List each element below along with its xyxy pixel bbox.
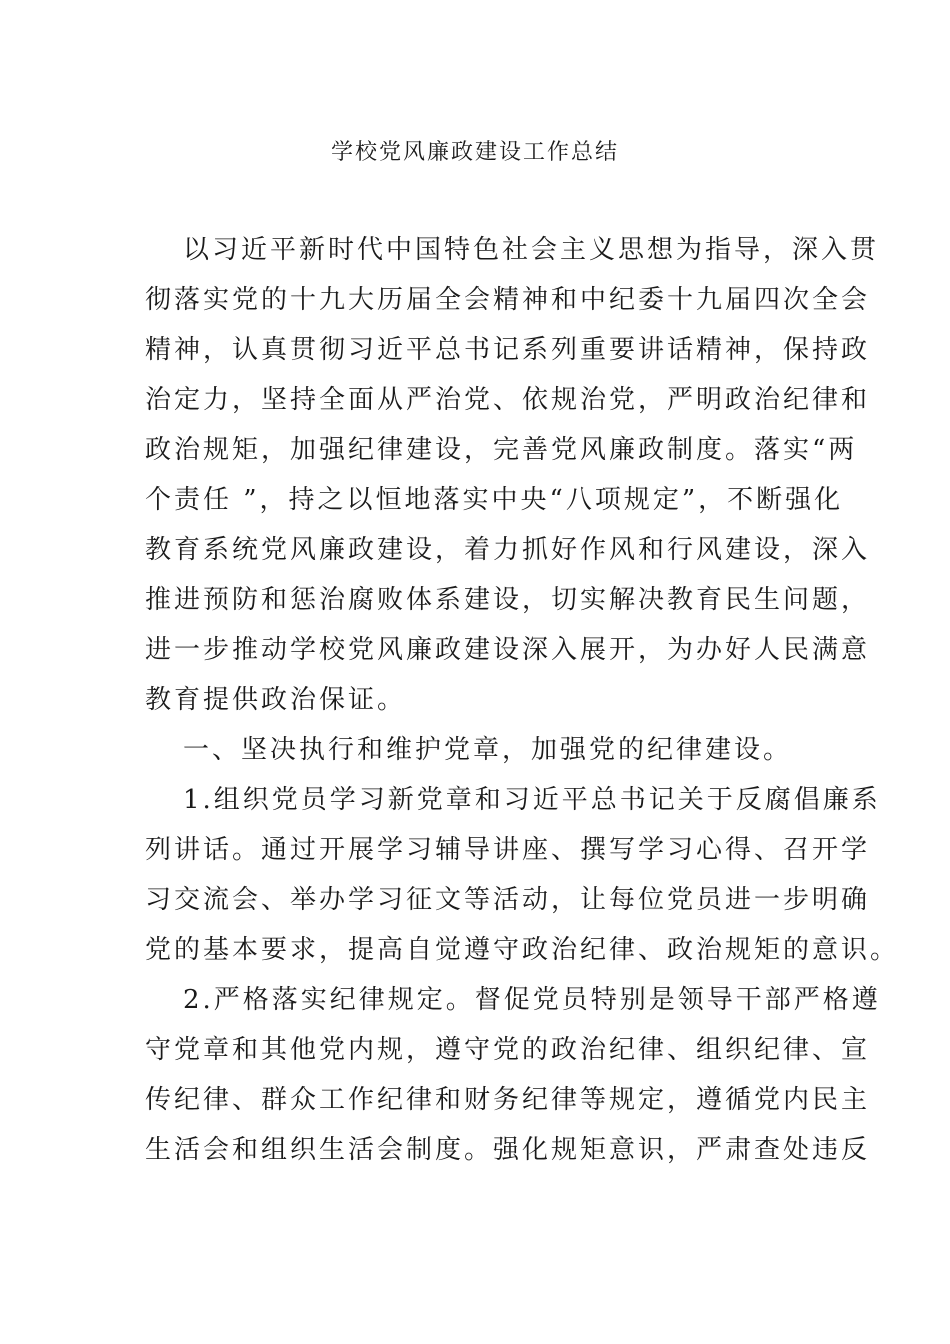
- paragraph-line: 教育提供政治保证。: [145, 685, 407, 715]
- paragraph-line: 2.严格落实纪律规定。督促党员特别是领导干部严格遵: [183, 985, 881, 1015]
- paragraph-line: 1.组织党员学习新党章和习近平总书记关于反腐倡廉系: [183, 785, 881, 815]
- paragraph-line: 党的基本要求，提高自觉遵守政治纪律、政治规矩的意识。: [145, 935, 900, 965]
- paragraph-line: 个责任 ”，持之以恒地落实中央“八项规定”，不断强化: [145, 485, 844, 515]
- paragraph-line: 以习近平新时代中国特色社会主义思想为指导，深入贯: [183, 235, 880, 265]
- section-heading: 一、坚决执行和维护党章，加强党的纪律建设。: [183, 735, 793, 765]
- paragraph-line: 彻落实党的十九大历届全会精神和中纪委十九届四次全会: [145, 285, 871, 315]
- paragraph-line: 推进预防和惩治腐败体系建设，切实解决教育民生问题，: [145, 585, 871, 615]
- paragraph-line: 守党章和其他党内规，遵守党的政治纪律、组织纪律、宣: [145, 1035, 871, 1065]
- paragraph-line: 进一步推动学校党风廉政建设深入展开，为办好人民满意: [145, 635, 871, 665]
- paragraph-line: 精神，认真贯彻习近平总书记系列重要讲话精神，保持政: [145, 335, 871, 365]
- paragraph-line: 教育系统党风廉政建设，着力抓好作风和行风建设，深入: [145, 535, 871, 565]
- document-title: 学校党风廉政建设工作总结: [330, 140, 619, 165]
- paragraph-line: 习交流会、举办学习征文等活动，让每位党员进一步明确: [145, 885, 871, 915]
- paragraph-line: 生活会和组织生活会制度。强化规矩意识，严肃查处违反: [145, 1135, 871, 1165]
- paragraph-line: 政治规矩，加强纪律建设，完善党风廉政制度。落实“两: [145, 435, 858, 465]
- paragraph-line: 治定力，坚持全面从严治党、依规治党，严明政治纪律和: [145, 385, 871, 415]
- paragraph-line: 传纪律、群众工作纪律和财务纪律等规定，遵循党内民主: [145, 1085, 871, 1115]
- paragraph-line: 列讲话。通过开展学习辅导讲座、撰写学习心得、召开学: [145, 835, 871, 865]
